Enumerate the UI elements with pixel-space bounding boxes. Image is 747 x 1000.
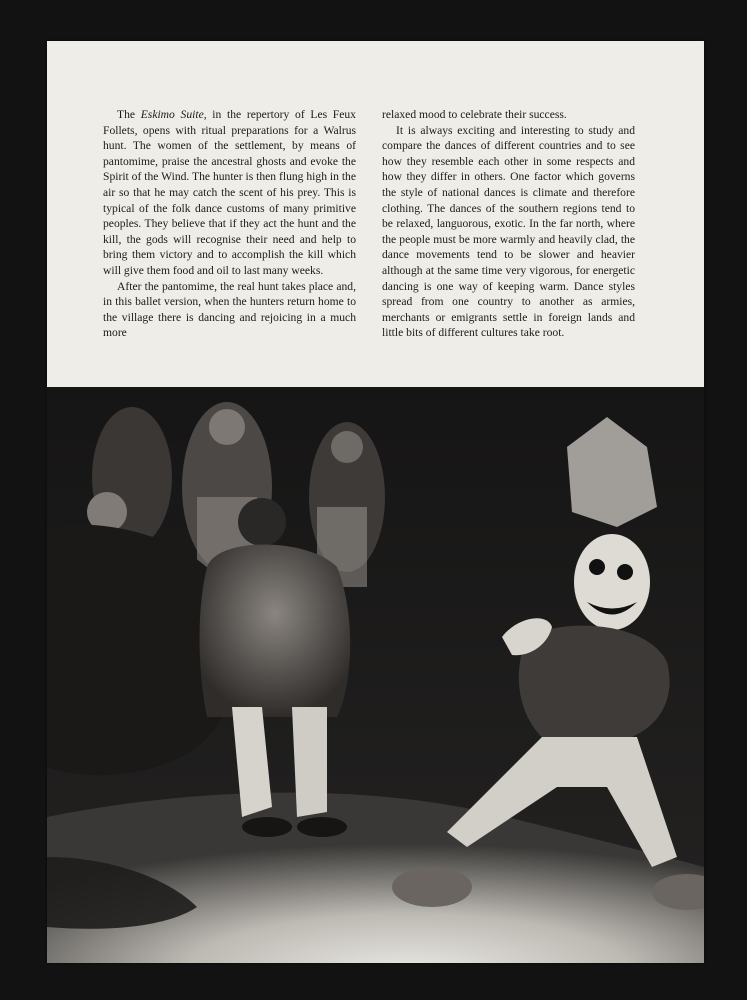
paragraph-continuation: relaxed mood to celebrate their success. xyxy=(382,108,567,121)
dance-photograph xyxy=(47,387,704,963)
text-column-right xyxy=(382,107,635,341)
italic-title: Eskimo Suite xyxy=(140,108,204,121)
article-text xyxy=(103,107,650,417)
paragraph-pantomime: After the pantomime, the real hunt takes place and, in this ballet version, when the hunters return home to the village there is dancing and rejoicing in a much more xyxy=(103,279,356,340)
text-column-left xyxy=(103,107,356,341)
brochure-page xyxy=(47,41,704,963)
paragraph-climate: It is always exciting and interesting to study and compare the dances of different countries and to see how they resemble each other in some respects and how they differ in others. One factor which governs the style of national dances is climate and therefore clothing. The dances of the southern regions tend to be relaxed, languorous, exotic. In the far north, where the people must be more warmly and heavily clad, the dance movements tend to be slower and heavier although at the same time very vigorous, for energetic dancing is one way of keeping warm. Dance styles spread from one country to another as armies, merchants or emigrants settle in foreign lands and little bits of different cultures take root. xyxy=(382,123,635,340)
paragraph-eskimo-suite: The Eskimo Suite, in the repertory of Les Feux Follets, opens with ritual preparations for a Walrus hunt. The women of the settlement, by means of pantomime, praise the ancestral ghosts and evoke the Spirit of the Wind. The hunter is then flung high in the air so that he may catch the scent of his prey. This is typical of the folk dance customs of many primitive peoples. They believe that if they act the hunt and the kill, the gods will recognise their need and help to bring them victory and to accomplish the kill which will give them food and oil to last many weeks. xyxy=(103,108,356,277)
